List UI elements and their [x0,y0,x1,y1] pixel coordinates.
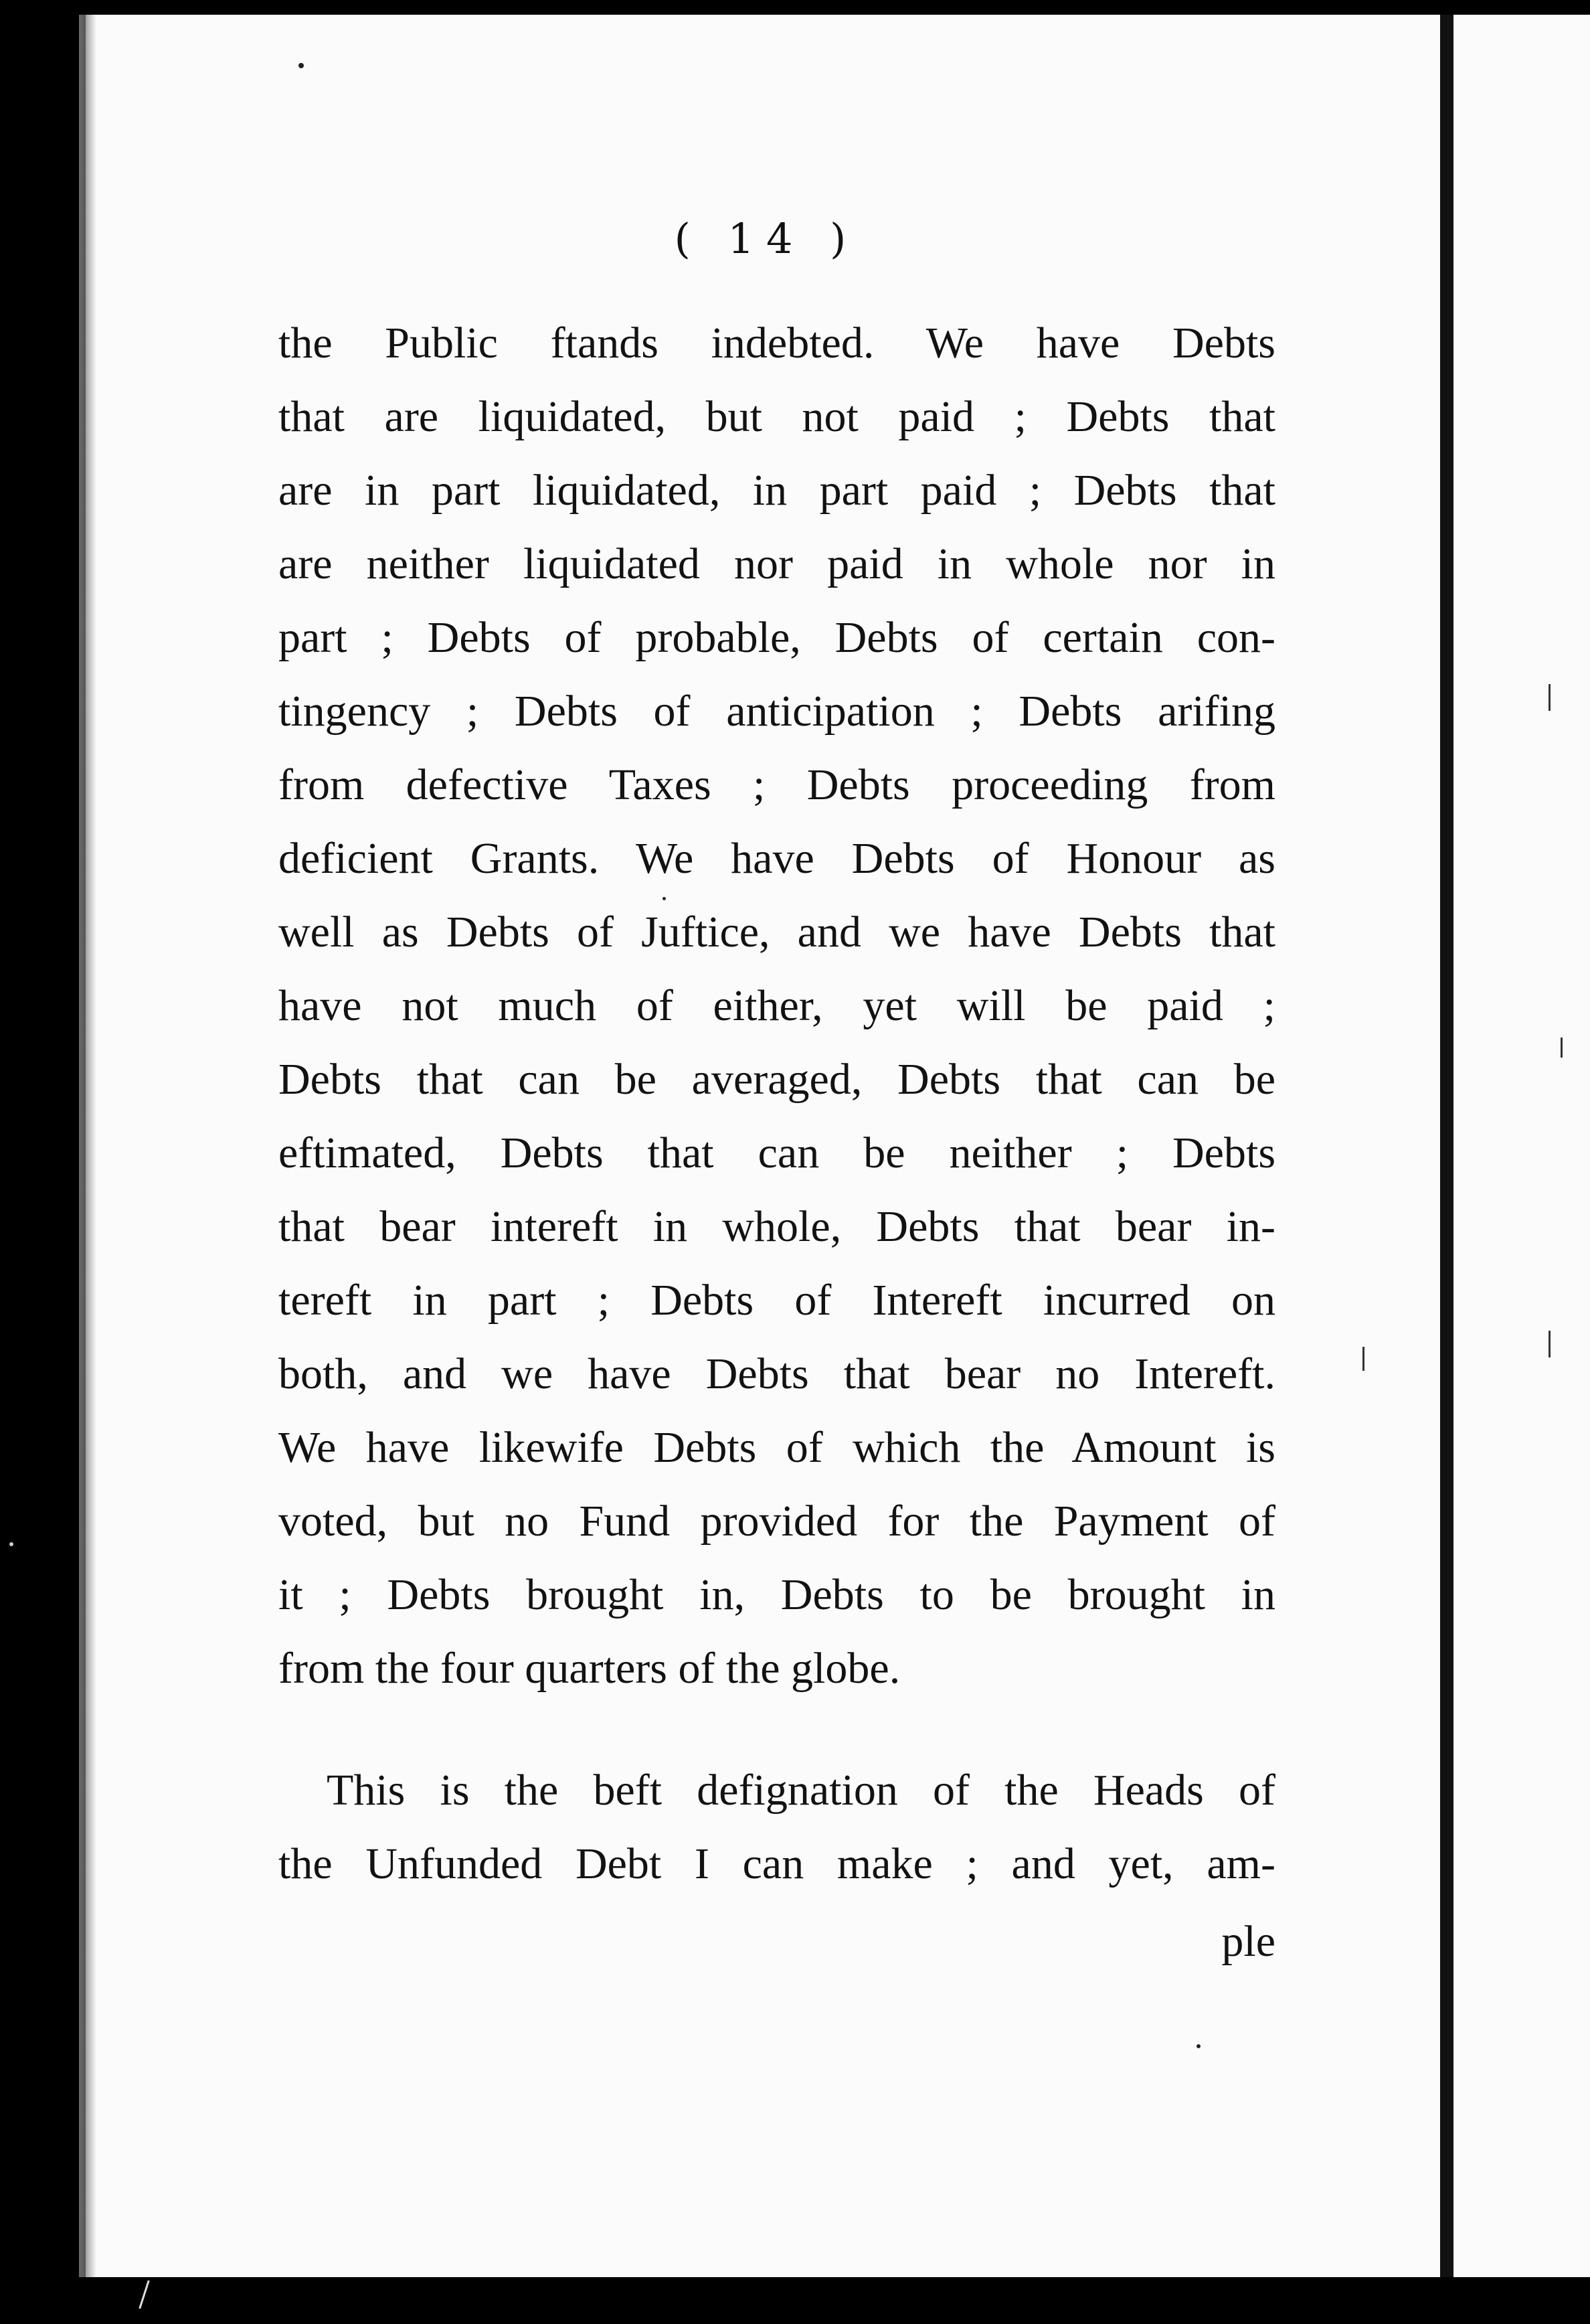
text-line: tereft in part ; Debts of Intereft incurred on [278,1276,1275,1325]
paper-speck [298,63,304,68]
text-line: eftimated, Debts that can be neither ; Debts [278,1129,1275,1177]
text-line: well as Debts of Juftice, and we have Debts that [278,908,1275,957]
paper-mark [1362,1347,1364,1371]
paragraph-1 [278,307,1275,1706]
page-gutter [1440,15,1453,2277]
paragraph-2 [278,1754,1275,1901]
text-line: have not much of either, yet will be paid ; [278,981,1275,1030]
text-line: from the four quarters of the globe. [278,1644,901,1693]
text-line: the Unfunded Debt I can make ; and yet, am- [278,1839,1275,1888]
text-line: it ; Debts brought in, Debts to be brought in [278,1570,1275,1619]
text-line: both, and we have Debts that bear no Intereft. [278,1349,1275,1398]
text-line: voted, but no Fund provided for the Payment of [278,1497,1275,1546]
text-line: the Public ftands indebted. We have Debts [278,319,1275,367]
paper-mark [139,2280,149,2309]
text-line: tingency ; Debts of anticipation ; Debts arifing [278,687,1275,736]
text-line: deficient Grants. We have Debts of Honour as [278,834,1275,883]
catchword: ple [1221,1917,1275,1966]
page-number: ( 14 ) [674,214,859,263]
paper-mark [1549,1331,1551,1357]
text-line: from defective Taxes ; Debts proceeding from [278,760,1275,809]
text-line: part ; Debts of probable, Debts of certain con- [278,613,1275,662]
paragraph-break [278,1706,1275,1754]
paper-speck [9,1542,13,1546]
paper-speck [662,897,666,900]
text-line: that bear intereft in whole, Debts that bear in- [278,1202,1275,1251]
paper-speck [1197,2044,1201,2048]
text-line: are neither liquidated nor paid in whole nor in [278,540,1275,588]
binding-shadow [79,15,96,2277]
text-line: We have likewife Debts of which the Amount is [278,1423,1275,1472]
facing-page-edge [1453,15,1590,2277]
text-line: This is the beft defignation of the Heads of [327,1766,1275,1815]
text-line: Debts that can be averaged, Debts that can be [278,1055,1275,1104]
body-text [278,307,1275,1979]
paper-mark [1561,1038,1563,1058]
text-line: that are liquidated, but not paid ; Debts that [278,392,1275,441]
text-line: are in part liquidated, in part paid ; Debts that [278,466,1275,515]
paper-mark [1549,684,1551,711]
book-page [79,15,1447,2277]
